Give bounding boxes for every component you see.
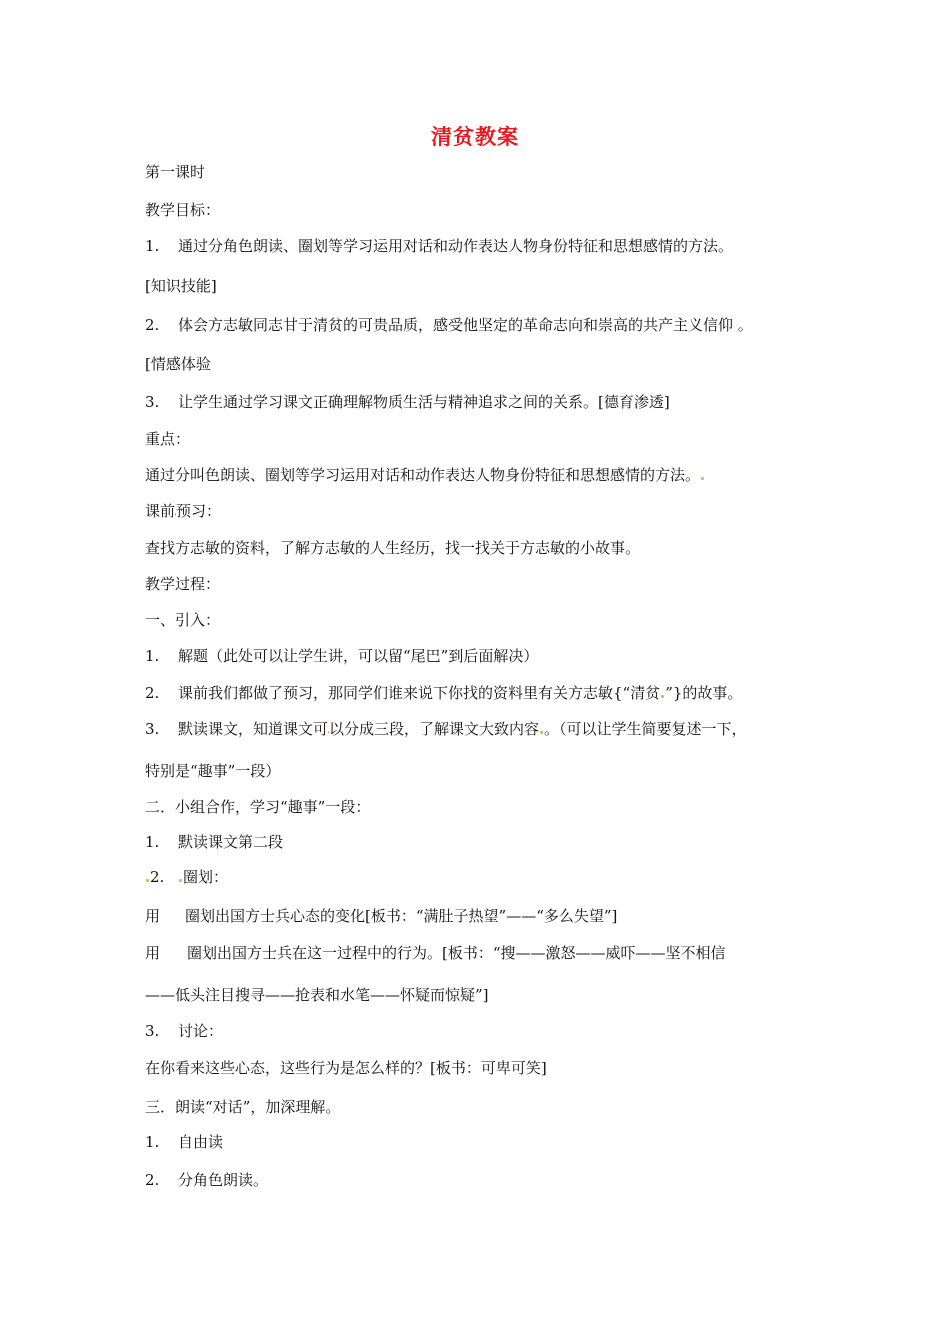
list-text: 分角色朗读。: [178, 1171, 269, 1189]
list-number: 1.: [145, 237, 160, 255]
list-item: [145, 1020, 223, 1042]
text-line-preview-heading: [145, 500, 221, 522]
edit-mark: [179, 879, 182, 882]
list-text: 解题（此处可以让学生讲，可以留“尾巴”到后面解决）: [178, 647, 539, 665]
list-text: 让学生通过学习课文正确理解物质生活与精神追求之间的关系。[德育渗透]: [178, 393, 670, 411]
list-number: 2.: [145, 1171, 160, 1189]
list-item: [145, 866, 228, 888]
text-line-key-points: [145, 464, 705, 486]
list-number: 1.: [145, 647, 160, 665]
text-line-process-heading: 教学过程：: [145, 575, 221, 593]
text-line-discussion: 在你看来这些心态，这些行为是怎么样的？[板书：可卑可笑]: [145, 1059, 547, 1077]
list-number: 3.: [145, 720, 160, 738]
list-number: 2.: [145, 316, 160, 334]
list-text: ”}的故事。: [665, 684, 743, 702]
list-number: 3.: [145, 393, 160, 411]
list-text: 圈划：: [183, 868, 229, 886]
section-heading-intro: 一、引入：: [145, 611, 221, 629]
edit-mark: [661, 695, 664, 698]
text-line-preview: 查找方志敏的资料，了解方志敏的人生经历，找一找关于方志敏的小故事。: [145, 539, 641, 557]
list-item: [145, 235, 733, 257]
list-text: 体会方志敏同志甘于清贫的可贵品质，感受他坚定的革命志向和崇高的共产主义信仰 。: [178, 316, 753, 334]
text-span: 通过分叫色朗读、圈划等学习运用对话和动作表达人物身份特征和思想感情的方法。: [145, 466, 701, 484]
list-marker: 用: [145, 907, 161, 925]
list-text: 圈划出国方士兵心态的变化[板书：“满肚子热望”——“多么失望”]: [185, 907, 618, 925]
list-text: 课前我们都做了预习，那同学们谁来说下你找的资料里有关方志敏{“清贫: [178, 684, 661, 702]
edit-mark: [146, 879, 149, 882]
edit-mark: [701, 477, 704, 480]
list-number: 2.: [150, 868, 165, 886]
list-item: [145, 682, 742, 704]
list-number: 1.: [145, 1133, 160, 1151]
edit-mark: [540, 731, 543, 734]
list-text: 讨论：: [178, 1022, 224, 1040]
text-line-key-points-heading: 重点：: [145, 430, 191, 448]
list-item: [145, 718, 747, 740]
list-marker: 用: [145, 944, 161, 962]
text-line-objectives-heading: 教学目标：: [145, 201, 221, 219]
list-item: [145, 905, 617, 927]
text-line-lesson: 第一课时: [145, 163, 206, 181]
list-text: 。（可以让学生简要复述一下，: [544, 720, 747, 738]
list-number: 2.: [145, 684, 160, 702]
text-line-continuation: 特别是“趣事”一段）: [145, 762, 281, 780]
text-span: 预习：: [176, 502, 222, 520]
list-number: 1.: [145, 833, 160, 851]
list-text: 圈划出国方士兵在这一过程中的行为。[板书：“搜——激怒——威吓——坚不相信: [187, 944, 726, 962]
text-span: 课前: [145, 502, 176, 520]
list-item: [145, 1131, 223, 1153]
list-item: [145, 831, 283, 853]
list-item: [145, 1169, 268, 1191]
list-item: [145, 942, 726, 964]
document-title: 清贫教案: [431, 125, 519, 149]
list-text: 默读课文，知道课文可: [178, 720, 329, 738]
text-line-continuation: ——低头注目搜寻——抢表和水笔——怀疑而惊疑”]: [145, 986, 489, 1004]
list-text: 通过分角色朗读、圈划等学习运用对话和动作表达人物身份特征和思想感情的方法。: [178, 237, 734, 255]
list-number: 3.: [145, 1022, 160, 1040]
list-text: 以分成三段，了解课文大致内容: [329, 720, 540, 738]
section-heading-group-work: 二．小组合作，学习“趣事”一段：: [145, 798, 371, 816]
list-item: [145, 314, 753, 336]
section-heading-reading: 三．朗读“对话”，加深理解。: [145, 1098, 341, 1116]
list-item: [145, 391, 670, 413]
text-line-tag-knowledge: [知识技能]: [145, 277, 217, 295]
text-line-tag-emotion: [情感体验: [145, 355, 211, 373]
list-text: 默读课文第二段: [178, 833, 284, 851]
list-item: [145, 645, 538, 667]
list-text: 自由读: [178, 1133, 224, 1151]
